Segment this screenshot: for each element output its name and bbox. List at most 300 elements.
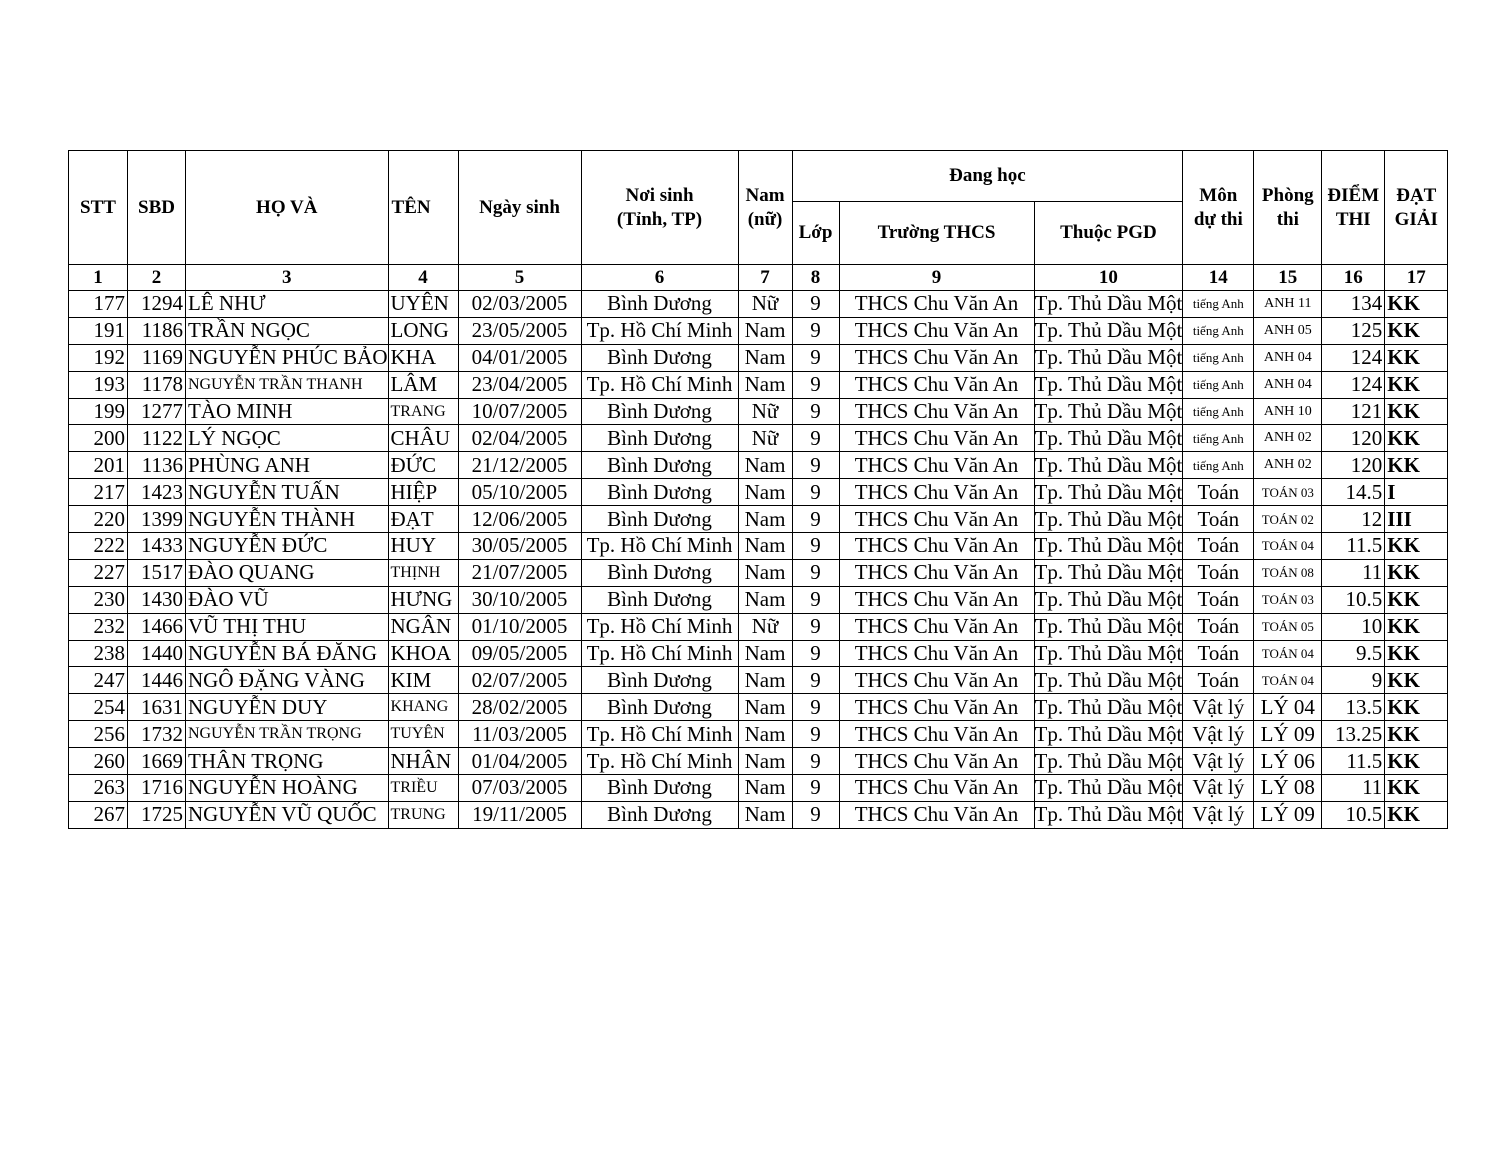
column-number-row (69, 265, 1448, 291)
cell-stt: 201 (69, 452, 128, 479)
cell-lop: 9 (792, 479, 839, 506)
cell-sbd: 1294 (128, 291, 186, 318)
header-gioi-tinh (738, 151, 792, 265)
cell-lop: 9 (792, 801, 839, 828)
cell-truong: THCS Chu Văn An (839, 748, 1034, 775)
cell-gioi-tinh: Nam (738, 533, 792, 560)
cell-pgd: Tp. Thủ Dầu Một (1034, 318, 1183, 343)
cell-sbd: 1186 (128, 317, 186, 344)
header-mon-line2: dự thi (1193, 208, 1243, 230)
cell-pgd: Tp. Thủ Dầu Một (1034, 372, 1183, 397)
cell-sbd: 1517 (128, 559, 186, 586)
cell-sbd: 1466 (128, 613, 186, 640)
table-row (69, 344, 1448, 371)
cell-diem: 11.5 (1322, 533, 1385, 560)
cell-gioi-tinh: Nam (738, 640, 792, 667)
header-noi-sinh-line1: Nơi sinh (625, 184, 694, 206)
cell-pgd: Tp. Thủ Dầu Một (1034, 345, 1183, 370)
cell-lop: 9 (792, 506, 839, 533)
cell-pgd: Tp. Thủ Dầu Một (1034, 614, 1183, 639)
cell-ten: TRANG (388, 398, 458, 425)
cell-sbd: 1732 (128, 721, 186, 748)
cell-lop: 9 (792, 667, 839, 694)
cell-ngay-sinh: 02/04/2005 (458, 425, 581, 452)
cell-ten: KHA (388, 344, 458, 371)
cell-noi-sinh: Tp. Hồ Chí Minh (581, 640, 738, 667)
cell-giai: III (1385, 506, 1448, 533)
cell-phong: TOÁN 04 (1254, 667, 1322, 694)
cell-noi-sinh: Tp. Hồ Chí Minh (581, 613, 738, 640)
cell-gioi-tinh: Nam (738, 801, 792, 828)
cell-truong: THCS Chu Văn An (839, 533, 1034, 560)
cell-ngay-sinh: 02/07/2005 (458, 667, 581, 694)
cell-truong: THCS Chu Văn An (839, 667, 1034, 694)
cell-phong: LÝ 06 (1254, 748, 1322, 775)
cell-sbd: 1399 (128, 506, 186, 533)
cell-lop: 9 (792, 344, 839, 371)
table-row (69, 506, 1448, 533)
cell-noi-sinh: Bình Dương (581, 291, 738, 318)
cell-lop: 9 (792, 425, 839, 452)
table-row (69, 613, 1448, 640)
cell-diem: 11 (1322, 559, 1385, 586)
table-row (69, 559, 1448, 586)
cell-gioi-tinh: Nam (738, 694, 792, 721)
cell-ngay-sinh: 19/11/2005 (458, 801, 581, 828)
cell-ten: KIM (388, 667, 458, 694)
cell-sbd: 1178 (128, 371, 186, 398)
cell-stt: 263 (69, 775, 128, 802)
cell-diem: 121 (1322, 398, 1385, 425)
cell-giai: KK (1385, 613, 1448, 640)
cell-ngay-sinh: 21/12/2005 (458, 452, 581, 479)
cell-mon: Toán (1183, 613, 1254, 640)
cell-phong: LÝ 04 (1254, 694, 1322, 721)
cell-phong: ANH 02 (1254, 452, 1322, 479)
cell-noi-sinh: Bình Dương (581, 452, 738, 479)
cell-truong: THCS Chu Văn An (839, 317, 1034, 344)
cell-mon: tiếng Anh (1183, 371, 1254, 398)
cell-mon: Vật lý (1183, 775, 1254, 802)
table-row (69, 586, 1448, 613)
cell-ten: HIỆP (388, 479, 458, 506)
cell-ten: HUY (388, 533, 458, 560)
cell-stt: 254 (69, 694, 128, 721)
cell-phong: TOÁN 04 (1254, 533, 1322, 560)
cell-diem: 9 (1322, 667, 1385, 694)
cell-pgd: Tp. Thủ Dầu Một (1034, 775, 1183, 800)
cell-mon: tiếng Anh (1183, 452, 1254, 479)
column-number: 14 (1183, 265, 1254, 291)
cell-noi-sinh: Tp. Hồ Chí Minh (581, 533, 738, 560)
cell-stt: 217 (69, 479, 128, 506)
cell-mon: Toán (1183, 559, 1254, 586)
header-phong-line1: Phòng (1261, 184, 1314, 206)
cell-sbd: 1430 (128, 586, 186, 613)
cell-ho: THÂN TRỌNG (186, 748, 389, 775)
cell-pgd: Tp. Thủ Dầu Một (1034, 425, 1183, 450)
cell-ten: THỊNH (388, 559, 458, 586)
results-table (68, 150, 1448, 829)
cell-phong: ANH 10 (1254, 398, 1322, 425)
cell-giai: KK (1385, 640, 1448, 667)
column-number: 10 (1034, 265, 1183, 291)
cell-lop: 9 (792, 559, 839, 586)
cell-diem: 124 (1322, 344, 1385, 371)
cell-lop: 9 (792, 694, 839, 721)
cell-diem: 13.5 (1322, 694, 1385, 721)
cell-phong: TOÁN 08 (1254, 559, 1322, 586)
cell-ngay-sinh: 10/07/2005 (458, 398, 581, 425)
cell-ten: KHANG (388, 694, 458, 721)
cell-stt: 199 (69, 398, 128, 425)
header-giai-line1: ĐẠT (1396, 184, 1437, 206)
column-number: 1 (69, 265, 128, 291)
cell-ho: PHÙNG ANH (186, 452, 389, 479)
cell-ho: NGUYỄN HOÀNG (186, 775, 389, 802)
cell-ho: NGUYỄN ĐỨC (186, 533, 389, 560)
column-number: 7 (738, 265, 792, 291)
cell-ten: ĐỨC (388, 452, 458, 479)
cell-ho: NGUYỄN BÁ ĐĂNG (186, 640, 389, 667)
cell-noi-sinh: Tp. Hồ Chí Minh (581, 721, 738, 748)
cell-stt: 230 (69, 586, 128, 613)
cell-stt: 200 (69, 425, 128, 452)
cell-phong: ANH 04 (1254, 344, 1322, 371)
cell-pgd: Tp. Thủ Dầu Một (1034, 506, 1183, 531)
cell-ho: LÝ NGỌC (186, 425, 389, 452)
header-diem-line2: THI (1335, 208, 1371, 230)
table-row (69, 748, 1448, 775)
cell-diem: 9.5 (1322, 640, 1385, 667)
cell-ngay-sinh: 01/10/2005 (458, 613, 581, 640)
cell-sbd: 1169 (128, 344, 186, 371)
cell-pgd: Tp. Thủ Dầu Một (1034, 479, 1183, 504)
cell-ho: TÀO MINH (186, 398, 389, 425)
cell-ngay-sinh: 12/06/2005 (458, 506, 581, 533)
cell-lop: 9 (792, 398, 839, 425)
cell-stt: 260 (69, 748, 128, 775)
cell-ngay-sinh: 07/03/2005 (458, 775, 581, 802)
cell-mon: Vật lý (1183, 721, 1254, 748)
cell-gioi-tinh: Nam (738, 748, 792, 775)
column-number: 17 (1385, 265, 1448, 291)
cell-giai: KK (1385, 344, 1448, 371)
cell-phong: ANH 05 (1254, 317, 1322, 344)
cell-sbd: 1446 (128, 667, 186, 694)
table-body (69, 291, 1448, 829)
cell-ngay-sinh: 23/04/2005 (458, 371, 581, 398)
cell-lop: 9 (792, 452, 839, 479)
cell-stt: 177 (69, 291, 128, 318)
cell-phong: TOÁN 03 (1254, 586, 1322, 613)
table-row (69, 317, 1448, 344)
cell-pgd: Tp. Thủ Dầu Một (1034, 291, 1183, 316)
cell-gioi-tinh: Nữ (738, 425, 792, 452)
cell-noi-sinh: Bình Dương (581, 775, 738, 802)
cell-truong: THCS Chu Văn An (839, 559, 1034, 586)
cell-stt: 227 (69, 559, 128, 586)
cell-truong: THCS Chu Văn An (839, 452, 1034, 479)
cell-diem: 120 (1322, 425, 1385, 452)
cell-gioi-tinh: Nam (738, 506, 792, 533)
cell-noi-sinh: Tp. Hồ Chí Minh (581, 317, 738, 344)
cell-truong: THCS Chu Văn An (839, 640, 1034, 667)
cell-diem: 11.5 (1322, 748, 1385, 775)
cell-truong: THCS Chu Văn An (839, 291, 1034, 318)
cell-mon: Toán (1183, 640, 1254, 667)
cell-truong: THCS Chu Văn An (839, 586, 1034, 613)
cell-sbd: 1725 (128, 801, 186, 828)
header-truong: Trường THCS (839, 202, 1034, 265)
cell-lop: 9 (792, 640, 839, 667)
cell-lop: 9 (792, 586, 839, 613)
cell-noi-sinh: Bình Dương (581, 586, 738, 613)
cell-mon: Toán (1183, 586, 1254, 613)
cell-ho: NGUYỄN PHÚC BẢO (186, 344, 389, 371)
cell-gioi-tinh: Nam (738, 371, 792, 398)
cell-phong: LÝ 09 (1254, 721, 1322, 748)
cell-noi-sinh: Bình Dương (581, 559, 738, 586)
cell-truong: THCS Chu Văn An (839, 479, 1034, 506)
header-dang-hoc: Đang học (792, 151, 1183, 202)
cell-phong: ANH 04 (1254, 371, 1322, 398)
cell-gioi-tinh: Nữ (738, 291, 792, 318)
cell-giai: KK (1385, 748, 1448, 775)
header-ngay-sinh: Ngày sinh (458, 151, 581, 265)
cell-pgd: Tp. Thủ Dầu Một (1034, 560, 1183, 585)
cell-ngay-sinh: 30/05/2005 (458, 533, 581, 560)
cell-ngay-sinh: 09/05/2005 (458, 640, 581, 667)
cell-lop: 9 (792, 775, 839, 802)
cell-diem: 134 (1322, 291, 1385, 318)
cell-sbd: 1433 (128, 533, 186, 560)
cell-ten: NGÂN (388, 613, 458, 640)
cell-ngay-sinh: 02/03/2005 (458, 291, 581, 318)
header-stt: STT (69, 151, 128, 265)
cell-ten: CHÂU (388, 425, 458, 452)
cell-truong: THCS Chu Văn An (839, 613, 1034, 640)
cell-gioi-tinh: Nam (738, 479, 792, 506)
cell-giai: KK (1385, 533, 1448, 560)
table-row (69, 775, 1448, 802)
cell-stt: 238 (69, 640, 128, 667)
cell-giai: KK (1385, 291, 1448, 318)
cell-truong: THCS Chu Văn An (839, 721, 1034, 748)
cell-ten: ĐẠT (388, 506, 458, 533)
cell-ngay-sinh: 11/03/2005 (458, 721, 581, 748)
cell-pgd: Tp. Thủ Dầu Một (1034, 802, 1183, 827)
cell-mon: Vật lý (1183, 694, 1254, 721)
cell-ho: NGUYỄN VŨ QUỐC (186, 801, 389, 828)
cell-gioi-tinh: Nữ (738, 398, 792, 425)
column-number: 5 (458, 265, 581, 291)
header-giai-line2: GIẢI (1394, 208, 1438, 230)
cell-mon: Toán (1183, 479, 1254, 506)
cell-mon: tiếng Anh (1183, 398, 1254, 425)
cell-diem: 124 (1322, 371, 1385, 398)
cell-ngay-sinh: 04/01/2005 (458, 344, 581, 371)
cell-mon: Vật lý (1183, 748, 1254, 775)
cell-lop: 9 (792, 317, 839, 344)
cell-pgd: Tp. Thủ Dầu Một (1034, 667, 1183, 692)
header-giai (1385, 151, 1448, 265)
column-number: 15 (1254, 265, 1322, 291)
header-mon-line1: Môn (1199, 184, 1238, 206)
cell-noi-sinh: Bình Dương (581, 398, 738, 425)
cell-stt: 267 (69, 801, 128, 828)
cell-mon: tiếng Anh (1183, 291, 1254, 318)
cell-pgd: Tp. Thủ Dầu Một (1034, 533, 1183, 558)
cell-diem: 11 (1322, 775, 1385, 802)
cell-ho: NGUYỄN TUẤN (186, 479, 389, 506)
cell-ngay-sinh: 30/10/2005 (458, 586, 581, 613)
cell-noi-sinh: Bình Dương (581, 506, 738, 533)
table-row (69, 533, 1448, 560)
cell-ten: NHÂN (388, 748, 458, 775)
cell-pgd: Tp. Thủ Dầu Một (1034, 721, 1183, 746)
header-ho-va: HỌ VÀ (186, 151, 389, 265)
cell-ho: TRẦN NGỌC (186, 317, 389, 344)
header-gioi-tinh-line1: Nam (745, 184, 785, 206)
table-row (69, 801, 1448, 828)
table-row (69, 694, 1448, 721)
cell-mon: Toán (1183, 506, 1254, 533)
header-phong-line2: thi (1276, 208, 1299, 230)
cell-stt: 232 (69, 613, 128, 640)
cell-diem: 13.25 (1322, 721, 1385, 748)
cell-stt: 222 (69, 533, 128, 560)
cell-ngay-sinh: 01/04/2005 (458, 748, 581, 775)
cell-lop: 9 (792, 533, 839, 560)
header-ten: TÊN (388, 151, 458, 265)
cell-ngay-sinh: 05/10/2005 (458, 479, 581, 506)
cell-pgd: Tp. Thủ Dầu Một (1034, 452, 1183, 477)
cell-mon: tiếng Anh (1183, 344, 1254, 371)
cell-lop: 9 (792, 371, 839, 398)
table-row (69, 667, 1448, 694)
cell-giai: KK (1385, 452, 1448, 479)
cell-sbd: 1122 (128, 425, 186, 452)
table-row (69, 398, 1448, 425)
cell-sbd: 1716 (128, 775, 186, 802)
cell-gioi-tinh: Nam (738, 452, 792, 479)
cell-mon: Toán (1183, 533, 1254, 560)
cell-diem: 10.5 (1322, 801, 1385, 828)
cell-diem: 10 (1322, 613, 1385, 640)
cell-noi-sinh: Bình Dương (581, 425, 738, 452)
cell-ten: LÂM (388, 371, 458, 398)
cell-phong: TOÁN 03 (1254, 479, 1322, 506)
cell-ho: NGUYỄN DUY (186, 694, 389, 721)
cell-stt: 191 (69, 317, 128, 344)
cell-diem: 120 (1322, 452, 1385, 479)
cell-ho: ĐÀO VŨ (186, 586, 389, 613)
cell-sbd: 1277 (128, 398, 186, 425)
cell-noi-sinh: Bình Dương (581, 479, 738, 506)
cell-ho: VŨ THỊ THU (186, 613, 389, 640)
cell-gioi-tinh: Nữ (738, 613, 792, 640)
cell-truong: THCS Chu Văn An (839, 425, 1034, 452)
cell-truong: THCS Chu Văn An (839, 506, 1034, 533)
cell-phong: TOÁN 02 (1254, 506, 1322, 533)
cell-noi-sinh: Tp. Hồ Chí Minh (581, 371, 738, 398)
header-sbd: SBD (128, 151, 186, 265)
cell-gioi-tinh: Nam (738, 586, 792, 613)
cell-lop: 9 (792, 291, 839, 318)
cell-phong: TOÁN 05 (1254, 613, 1322, 640)
cell-ten: KHOA (388, 640, 458, 667)
cell-giai: KK (1385, 317, 1448, 344)
cell-stt: 220 (69, 506, 128, 533)
header-phong (1254, 151, 1322, 265)
cell-pgd: Tp. Thủ Dầu Một (1034, 587, 1183, 612)
cell-gioi-tinh: Nam (738, 667, 792, 694)
cell-truong: THCS Chu Văn An (839, 801, 1034, 828)
cell-mon: Toán (1183, 667, 1254, 694)
cell-mon: tiếng Anh (1183, 317, 1254, 344)
cell-giai: KK (1385, 371, 1448, 398)
header-diem (1322, 151, 1385, 265)
cell-truong: THCS Chu Văn An (839, 775, 1034, 802)
cell-gioi-tinh: Nam (738, 775, 792, 802)
cell-lop: 9 (792, 613, 839, 640)
cell-noi-sinh: Bình Dương (581, 667, 738, 694)
cell-ngay-sinh: 23/05/2005 (458, 317, 581, 344)
cell-ten: TRUNG (388, 801, 458, 828)
cell-diem: 10.5 (1322, 586, 1385, 613)
cell-giai: KK (1385, 721, 1448, 748)
column-number: 16 (1322, 265, 1385, 291)
header-noi-sinh (581, 151, 738, 265)
cell-ho: NGUYỄN TRẦN THANH (186, 371, 389, 398)
header-diem-line1: ĐIỂM (1327, 184, 1380, 206)
header-pgd: Thuộc PGD (1034, 202, 1183, 265)
cell-lop: 9 (792, 748, 839, 775)
cell-mon: tiếng Anh (1183, 425, 1254, 452)
cell-sbd: 1631 (128, 694, 186, 721)
column-number: 9 (839, 265, 1034, 291)
cell-pgd: Tp. Thủ Dầu Một (1034, 641, 1183, 666)
cell-lop: 9 (792, 721, 839, 748)
cell-sbd: 1423 (128, 479, 186, 506)
cell-giai: KK (1385, 398, 1448, 425)
cell-sbd: 1136 (128, 452, 186, 479)
table-row (69, 452, 1448, 479)
column-number: 8 (792, 265, 839, 291)
cell-stt: 192 (69, 344, 128, 371)
table-row (69, 479, 1448, 506)
cell-phong: ANH 02 (1254, 425, 1322, 452)
header-gioi-tinh-line2: (nữ) (747, 208, 783, 230)
cell-phong: LÝ 08 (1254, 775, 1322, 802)
cell-stt: 193 (69, 371, 128, 398)
cell-diem: 125 (1322, 317, 1385, 344)
cell-ho: NGÔ ĐẶNG VÀNG (186, 667, 389, 694)
cell-mon: Vật lý (1183, 801, 1254, 828)
cell-truong: THCS Chu Văn An (839, 371, 1034, 398)
cell-giai: KK (1385, 586, 1448, 613)
cell-pgd: Tp. Thủ Dầu Một (1034, 694, 1183, 719)
cell-diem: 12 (1322, 506, 1385, 533)
cell-ngay-sinh: 28/02/2005 (458, 694, 581, 721)
cell-giai: KK (1385, 694, 1448, 721)
cell-giai: KK (1385, 559, 1448, 586)
cell-ten: TUYÊN (388, 721, 458, 748)
column-number: 4 (388, 265, 458, 291)
cell-ten: TRIỀU (388, 775, 458, 802)
header-mon (1183, 151, 1254, 265)
